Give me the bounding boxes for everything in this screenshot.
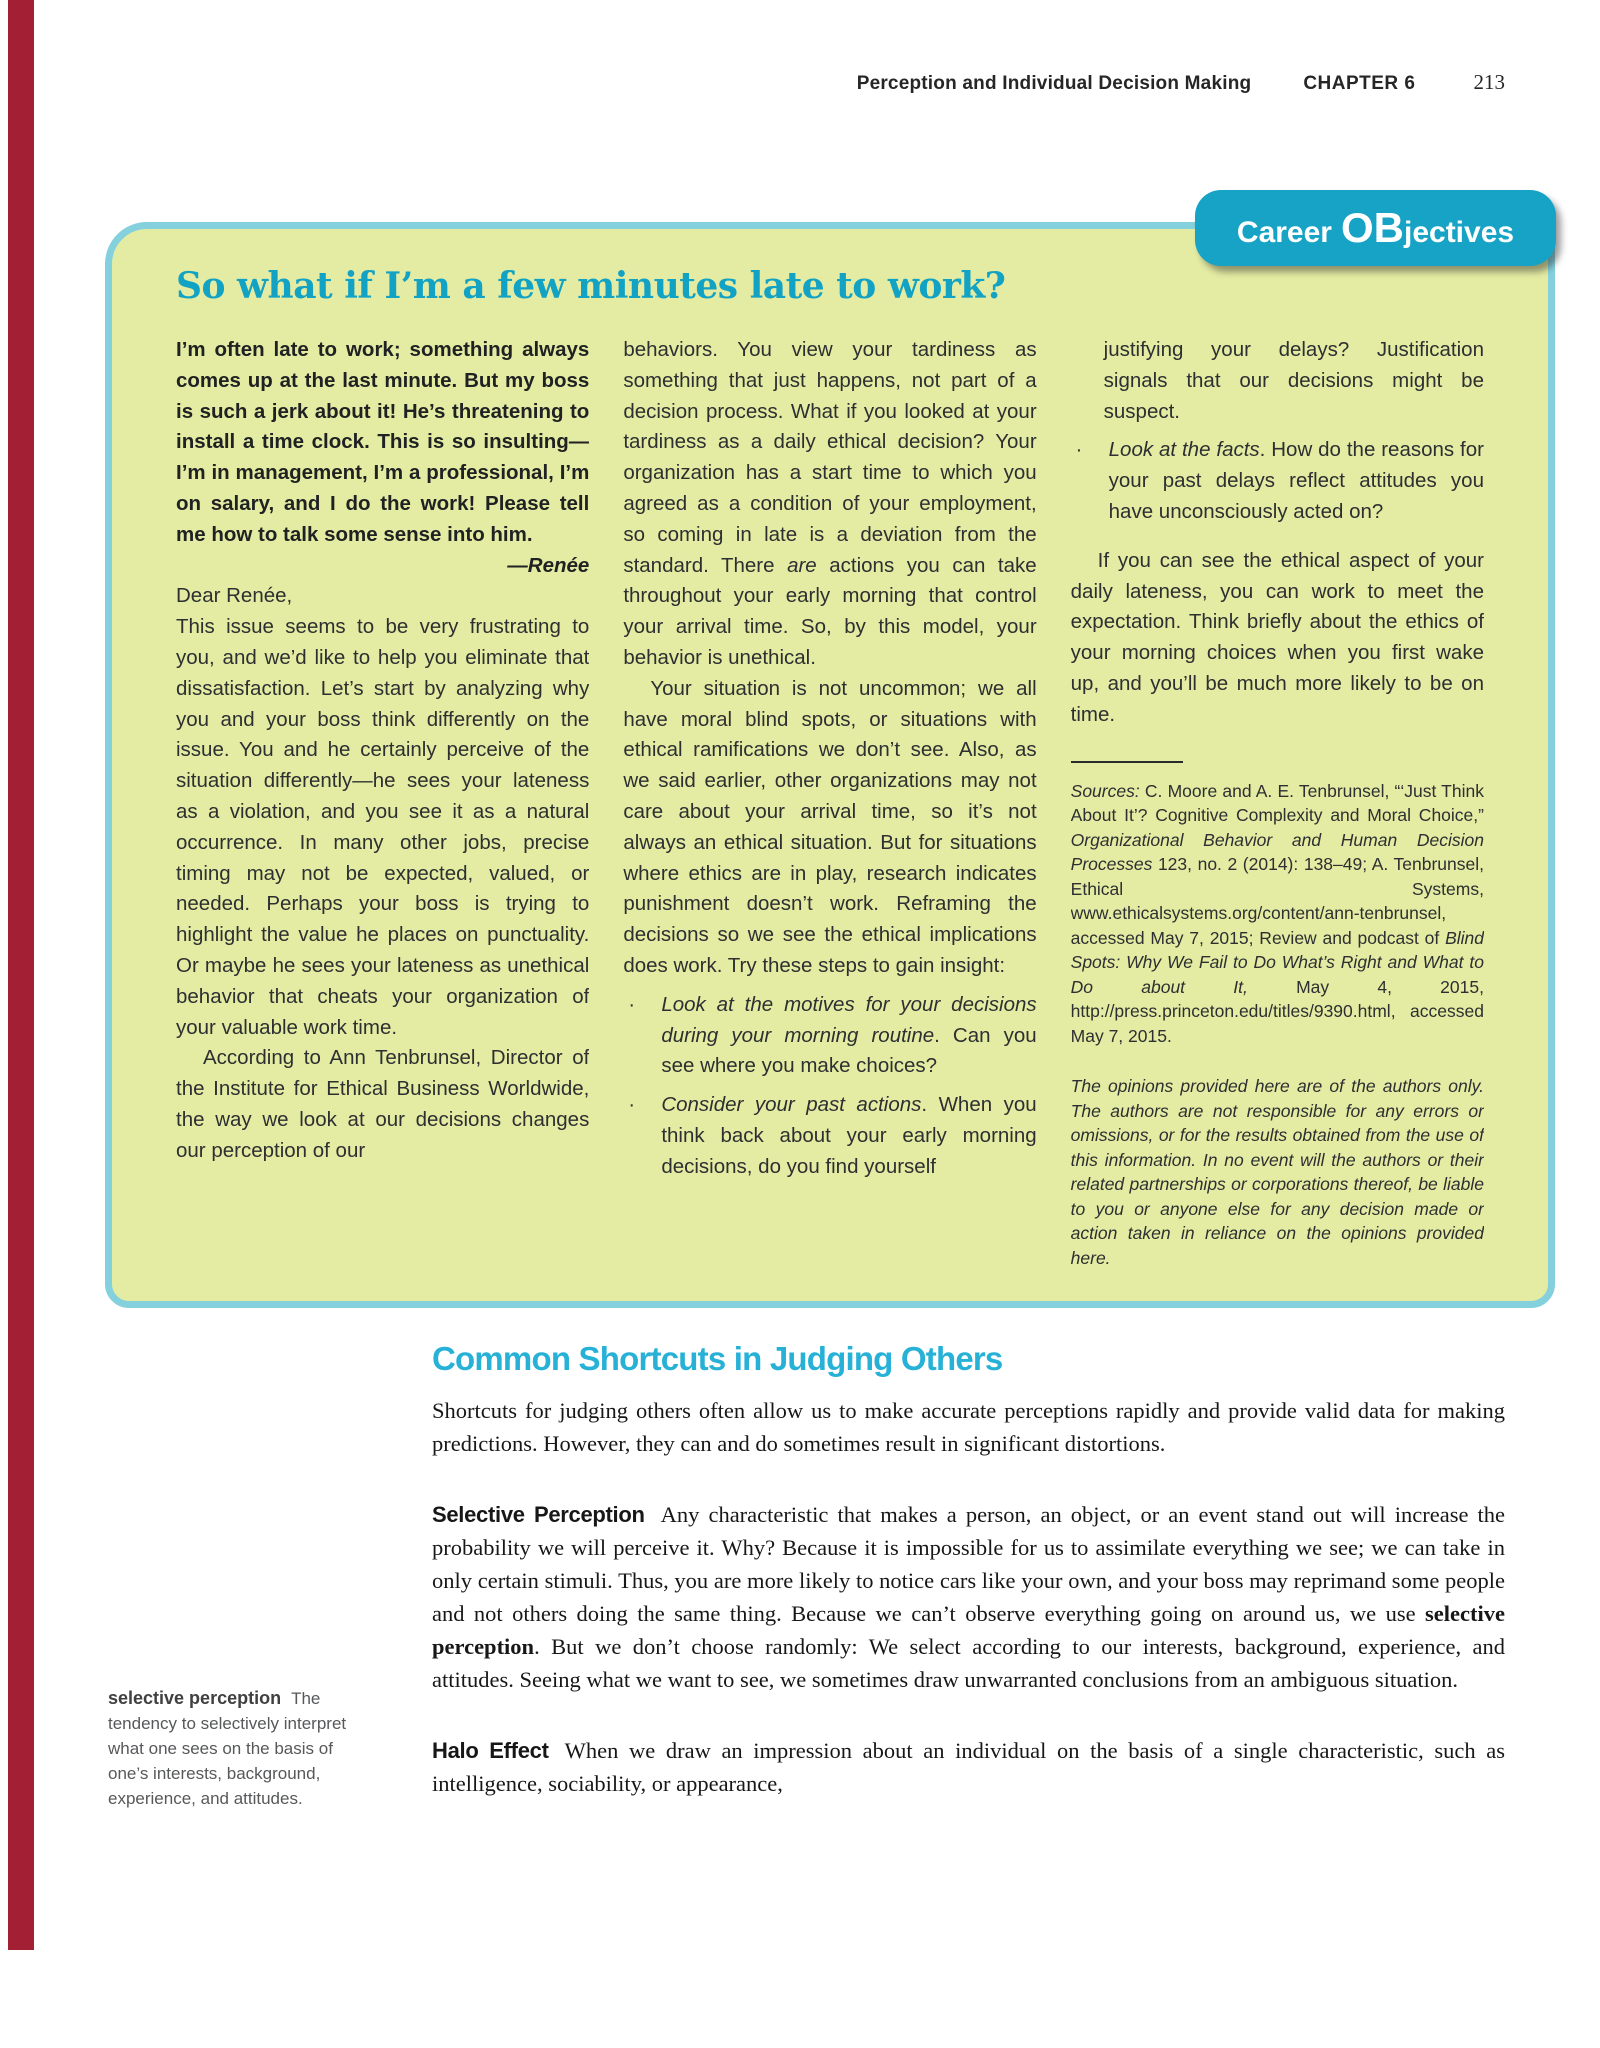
letter-signature: —Renée bbox=[507, 553, 590, 577]
page-number: 213 bbox=[1473, 70, 1505, 94]
box-column-2 bbox=[623, 335, 1036, 1275]
chapter-label: CHAPTER 6 bbox=[1303, 73, 1416, 94]
career-objectives-box bbox=[105, 222, 1555, 1308]
margin-note-term: selective perception bbox=[108, 1688, 282, 1708]
reply-paragraph-5: If you can see the ethical aspect of your daily lateness, you can work to meet the expectation. Think briefly about the ethics of your morning choices when you first wake up, and you’ll be much more likely to be on time. bbox=[1070, 548, 1484, 726]
box-column-3 bbox=[1071, 335, 1484, 1275]
bullet-icon: · bbox=[628, 1094, 635, 1117]
chapter-edge-bar bbox=[8, 0, 34, 1950]
selective-perception-heading: Selective Perception bbox=[432, 1502, 645, 1527]
running-title: Perception and Individual Decision Making bbox=[856, 73, 1252, 94]
list-item bbox=[623, 1090, 1036, 1182]
list-item bbox=[1071, 435, 1484, 527]
margin-definition-note bbox=[108, 1686, 366, 1811]
reply-paragraph-2: According to Ann Tenbrunsel, Director of the Institute for Ethical Business Worldwide, the way we look at our decisions changes our perception of our bbox=[176, 1046, 590, 1162]
reply-paragraph-4: Your situation is not uncommon; we all have moral blind spots, or situations with ethical ramifications we don’t see. Also, as we said earlier, other organizations may not care about your arrival time, so it’s not always an ethical situation. But for situations where ethics are in play, research indicates punishment doesn’t work. Reframing the decisions so we see the ethical implications does work. Try these steps to gain insight: bbox=[623, 676, 1037, 977]
box-columns bbox=[176, 335, 1484, 1275]
halo-effect-body: When we draw an impression about an individual on the basis of a single characteristic, such as intelligence, sociability, or appearance, bbox=[432, 1738, 1506, 1796]
bullet-rest: . When you think back about your early morning decisions, do you find yourself bbox=[661, 1093, 1037, 1178]
bullet-icon: · bbox=[1075, 439, 1083, 462]
letter-text: I’m often late to work; something always comes up at the last minute. But my boss is such a jerk about it! He’s threatening to install a time clock. This is so insulting—I’m in management, I’m a professional, I’m on salary, and I do the work! Please tell me how to talk some sense into him. bbox=[176, 338, 590, 546]
box-column-1 bbox=[176, 335, 589, 1275]
box-title: So what if I’m a few minutes late to work? bbox=[176, 265, 1006, 307]
running-header bbox=[857, 70, 1505, 95]
reply-paragraph-1: This issue seems to be very frustrating to you, and we’d like to help you eliminate that dissatisfaction. Let’s start by analyzing why you and your boss think differently on the issue. You and he certainly perceive of the situation differently—he sees your lateness as a violation, and you see it as a natural occurrence. In many other jobs, precise timing may not be expected, valued, or needed. Perhaps your boss is trying to highlight the value he places on punctuality. Or maybe he sees your lateness as unethical behavior that cheats your organization of your valuable work time. bbox=[176, 615, 590, 1039]
margin-note-definition: The tendency to selectively interpret what one sees on the basis of one’s interests, background, experience, and attitudes. bbox=[108, 1689, 347, 1808]
main-text-block bbox=[432, 1340, 1505, 1800]
sources-note: Sources: C. Moore and A. E. Tenbrunsel, “‘Just Think About It’? Cognitive Complexity and Moral Choice,” Organizational Behavior and Human Decision Processes 123, no. 2 (2014): 138–49; A. Tenbrunsel, Ethical Systems, www.ethicalsystems.org/content/ann-tenbrunsel, accessed May 7, 2015; Review and podcast of Blind Spots: Why We Fail to Do What’s Right and What to Do about It, May 4, 2015, http://press.princeton.edu/titles/9390.html, accessed May 7, 2015. bbox=[1070, 780, 1484, 1046]
career-objectives-badge bbox=[1195, 190, 1556, 266]
section-heading: Common Shortcuts in Judging Others bbox=[432, 1340, 1003, 1377]
bullet-rest: . How do the reasons for your past delays reflect attitudes you have unconsciously acted on? bbox=[1108, 438, 1484, 523]
selective-perception-section bbox=[432, 1498, 1505, 1696]
bullet-lead: Consider your past actions bbox=[661, 1093, 922, 1117]
bullet-rest: . Can you see where you make choices? bbox=[661, 1023, 1037, 1078]
bullet-lead: Look at the motives for your decisions during your morning routine bbox=[661, 992, 1037, 1047]
section-intro: Shortcuts for judging others often allow us to make accurate perceptions rapidly and provide valid data for making predictions. However, they can and do sometimes result in significant distortions. bbox=[432, 1398, 1505, 1456]
disclaimer-note: The opinions provided here are of the authors only. The authors are not responsible for any errors or omissions, or for the results obtained from the use of this information. In no event will the authors or their related partnerships or corporations thereof, be liable to you or anyone else for any decision made or action taken in reliance on the opinions provided here. bbox=[1070, 1076, 1484, 1268]
bullet-continuation: justifying your delays? Justification signals that our decisions might be suspect. bbox=[1103, 338, 1484, 423]
list-item bbox=[623, 990, 1036, 1082]
halo-effect-section bbox=[432, 1734, 1505, 1800]
sources-divider bbox=[1071, 761, 1183, 763]
reply-paragraph-3: behaviors. You view your tardiness as something that just happens, not part of a decision process. What if you looked at your tardiness as a daily ethical decision? Your organization has a start time to which you agreed as a condition of your employment, so coming in late is a deviation from the standard. There are actions you can take throughout your early morning that control your arrival time. So, by this model, your behavior is unethical. bbox=[623, 338, 1037, 669]
badge-text-jectives: jectives bbox=[1403, 216, 1515, 249]
badge-text-ob: OB bbox=[1340, 204, 1404, 251]
halo-effect-heading: Halo Effect bbox=[432, 1738, 549, 1763]
bullet-icon: · bbox=[628, 993, 635, 1016]
badge-text-career: Career bbox=[1236, 216, 1332, 249]
salutation: Dear Renée, bbox=[176, 584, 293, 608]
selective-perception-body: Any characteristic that makes a person, an object, or an event stand out will increase the probability we will perceive it. Why? Because it is impossible for us to assimilate everything we see; we can take in only certain stimuli. Thus, you are more likely to notice cars like your own, and your boss may reprimand some people and not others doing the same thing. Because we can’t observe everything going on around us, we use selective perception. But we don’t choose randomly: We select according to our interests, background, experience, and attitudes. Seeing what we want to see, we sometimes draw unwarranted conclusions from an ambiguous situation. bbox=[432, 1502, 1505, 1692]
bullet-lead: Look at the facts bbox=[1108, 438, 1260, 462]
